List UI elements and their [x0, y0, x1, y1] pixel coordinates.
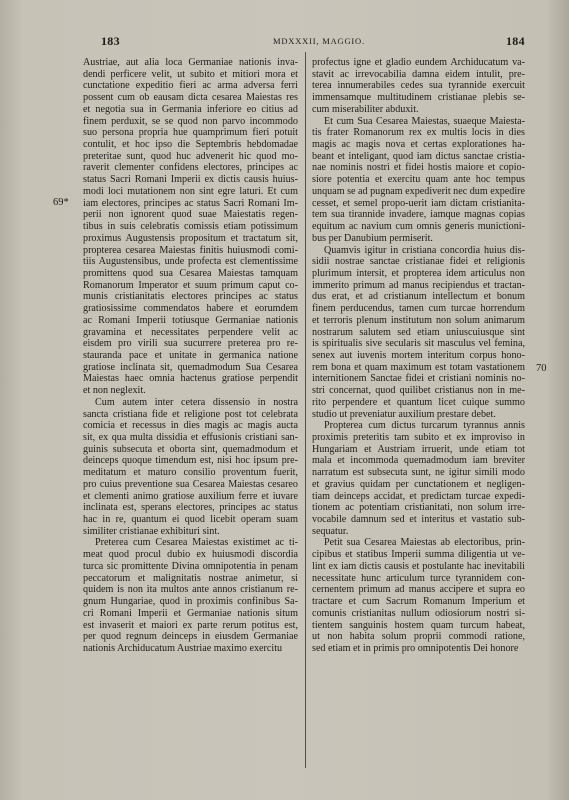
- text-line: et gravius quidam per cunctationem et negligen-: [312, 478, 525, 490]
- text-line: cipibus et statibus Imperii summa diligentia ut ve-: [312, 549, 525, 561]
- text-line: unquam se ad pugnam expediverit nec dum expedire: [312, 185, 525, 197]
- text-line: tis frater Romanorum rex ex multis locis in dies: [312, 127, 525, 139]
- text-line: equitum ac navium cum omnis generis munictioni-: [312, 221, 525, 233]
- text-line: dendi perficere velit, ut subito et mitiori mora et: [83, 68, 298, 80]
- text-line: pro cuius preventione sua Cesarea Maiestas cesareo: [83, 478, 298, 490]
- text-line: gratiosissime commendatos habere et eorumdem: [83, 303, 298, 315]
- margin-marker-left: 69*: [53, 197, 69, 208]
- text-line: necessitate hunc articulum turce tyrannidem con-: [312, 572, 525, 584]
- text-line: siore potentia et exercitu quam ante hoc tempus: [312, 174, 525, 186]
- text-line: finem perducendus, tamen cum turcae horrendum: [312, 303, 525, 315]
- text-line: proximis preteritis tam subito et ex improviso in: [312, 432, 525, 443]
- text-line: magis ac magis nova et certas explorationes ha-: [312, 139, 525, 151]
- text-line: gravamina et necessitates perpendere velit ac: [83, 326, 298, 338]
- text-line: Petit sua Cesarea Maiestas ab electoribus, prin-: [324, 537, 525, 549]
- text-line: stri concernat, quod quilibet cristianus non in me-: [312, 385, 525, 397]
- text-line: dus erat, et ad cristianum intellectum et bonum: [312, 291, 525, 303]
- text-line: est invaserit et maiori ex parte rerum potitus est,: [83, 619, 298, 631]
- text-line: sequatur.: [312, 525, 349, 537]
- text-line: Et cum Sua Cesarea Maiestas, suaeque Maiesta-: [324, 115, 525, 127]
- text-line: sit, ex qua multa dissidia et effusionis cristiani san-: [83, 432, 298, 443]
- text-line: tionem ac potentiam cristianitati, non solum irre-: [312, 502, 525, 514]
- text-line: stavit ac irrevocabilia damna eidem intulit, pre-: [312, 68, 525, 80]
- text-line: lint ex iam dictis causis et postulante hac inevitabili: [312, 560, 525, 572]
- text-line: nae nominis nostri et fidei hostis maiore et copio-: [312, 162, 525, 174]
- text-line: status Sacri Romani Imperii ex dictis causis huius-: [83, 174, 298, 186]
- text-line: tractare et cum Sacrum Romanum Imperium et: [312, 596, 525, 608]
- text-line: Cum autem inter cetera dissensio in nostra: [95, 396, 298, 408]
- text-line: propterea cesarea Maiestas finitis huiusmodi comi-: [83, 244, 298, 256]
- text-line: rito perpendere et quantum licet cuique summo: [312, 396, 525, 408]
- text-line: cernentem primum ad manus accipere et supra eo: [312, 584, 525, 596]
- text-line: munis cristianitatis electores principes ac status: [83, 291, 298, 303]
- text-line: Quamvis igitur in cristiana concordia huius dis-: [324, 244, 525, 256]
- column-divider-rule: [305, 52, 306, 768]
- text-line: iam electores, principes ac status Sacri Romani Im-: [83, 197, 298, 209]
- text-line: promittens quod sua Cesarea Maiestas tamquam: [83, 267, 298, 279]
- page-number-right: 184: [506, 34, 525, 48]
- text-line: studio ut preveniatur auxilium prestare debet.: [312, 408, 496, 420]
- text-line: plurimum intersit, et propterea idem articulus non: [312, 267, 525, 279]
- text-line: proximus Augustensis propositum et tractatum sit,: [83, 232, 298, 244]
- text-line: et clementi animo gratiose auxilium ferre et iuvare: [83, 490, 298, 502]
- text-line: finem perduxit, se se quod non parvo incommodo: [83, 115, 298, 127]
- text-line: profectus igne et gladio eundem Archiducatum va-: [312, 57, 525, 68]
- text-line: possent cum ob eausam dicta cesarea Maiestas res: [83, 92, 298, 104]
- text-line: raverit clementer confidens electores, principes ac: [83, 162, 298, 174]
- text-line: internitionem Sanctae fidei et cristiani nominis no-: [312, 373, 525, 385]
- text-line: Romanorum Imperator et suum primum caput co-: [83, 279, 298, 291]
- text-line: hac in re, quantum ei quod licebit operam suam: [83, 514, 298, 526]
- text-line: meat quod procul dubio ex huiusmodi discordia: [83, 549, 298, 561]
- text-line: stauranda pace et unitate in germanica natione: [83, 349, 298, 361]
- text-line: peccatorum et malignitatis nostrae animetur, si: [83, 572, 298, 584]
- text-line: mala et incommoda quemadmodum iam breviter: [312, 455, 525, 467]
- text-line: ac Romani Imperii totiusque Germaniae nationis: [83, 314, 298, 326]
- text-line: sidii nostrae sanctae cristianae fidei et religionis: [312, 256, 525, 268]
- text-line: et negotia sua in Germania inferiore eo citius ad: [83, 103, 298, 115]
- left-text-column: [83, 57, 298, 655]
- page-number-left: 183: [101, 34, 120, 48]
- text-line: narratum est subsecuta sunt, ne igitur simili modo: [312, 467, 525, 479]
- text-line: Hungariam et Austriam irruerit, unde etiam tot: [312, 443, 525, 455]
- text-line: modi loci mutationem non sint egre laturi. Et cum: [83, 185, 298, 197]
- text-line: eisdem pro virili sua sucurrere preterea pro re-: [83, 338, 298, 350]
- text-line: Preterea cum Cesarea Maiestas existimet ac ti-: [95, 537, 298, 549]
- right-text-column: [312, 57, 525, 655]
- text-line: per quod regnum deinceps in eiusdem Germaniae: [83, 631, 298, 643]
- text-line: tientem sanguinis hostem quam turcum habeat,: [312, 619, 525, 631]
- text-line: turca sic promittente Divina omnipotentia in penam: [83, 560, 298, 572]
- text-line: beant et inteligant, quod iam dictus sanctae cristia-: [312, 150, 525, 162]
- text-line: contulit, et hoc ipso die Septembris hebdomadae: [83, 139, 298, 151]
- text-line: suo persona propria hue quamprimum fieri potuit: [83, 127, 298, 139]
- text-line: gnum Hungariae, quod in proximis confinibus Sa-: [83, 596, 298, 608]
- text-line: senex aut iuvenis mortem interitum corpus hono-: [312, 349, 525, 361]
- text-line: tem sua tirannide invadere, iamque magnas copias: [312, 209, 525, 221]
- text-line: immensamque multitudinem cristianae plebis se-: [312, 92, 525, 104]
- text-line: guinis subsecuta et oborta sint, quemadmodum et: [83, 443, 298, 455]
- text-line: tiis Augustensibus, unde profecta est clementissime: [83, 256, 298, 268]
- text-line: meditatum et maturo consilio proventum fuerit,: [83, 467, 298, 479]
- text-line: immerito primum ad manus recipiendus et tractan-: [312, 279, 525, 291]
- text-line: rem bona et quam maximum est totam vastationem: [312, 361, 525, 373]
- text-line: et terroris plenum institutum non solum animarum: [312, 314, 525, 326]
- text-line: comunis cristianitas nullum odiosiorum nostri si-: [312, 607, 525, 619]
- text-line: deinceps quoque timendum est, nisi hoc ipsum pre-: [83, 455, 298, 467]
- text-line: cri Romani Imperii et Germaniae nationis situm: [83, 607, 298, 619]
- text-line: Austriae, aut alia loca Germaniae nationis inva-: [83, 57, 298, 68]
- text-line: sed etiam et in primis pro omnipotentis Dei honore: [312, 642, 519, 654]
- text-line: similiter cristianae exhibituri sint.: [83, 525, 220, 537]
- text-line: et non neglexit.: [83, 385, 146, 397]
- text-line: tibus in suis celebratis comissis etiam potissimum: [83, 221, 298, 233]
- text-line: Maiestas haec omnia hactenus gratiose perpendit: [83, 373, 298, 385]
- text-line: inclinata est, sperans electores, principes ac status: [83, 502, 298, 514]
- text-line: nationis Archiducatum Austriae maximo exercitu: [83, 642, 283, 654]
- text-line: Propterea cum dictus turcarum tyrannus annis: [324, 420, 525, 432]
- text-line: cesset, et semel propo-uerit iam dictam cristianita-: [312, 197, 525, 209]
- text-line: perii non ignorent quod suae Maiestatis regen-: [83, 209, 298, 221]
- text-line: comicia et recessus in dies magis ac magis aucta: [83, 420, 298, 432]
- text-line: terea innumerabiles cedes sua tyrannide exercuit: [312, 80, 525, 92]
- text-line: ut non habita solum proprii commodi ratione,: [312, 631, 525, 643]
- text-line: cum miserabiliter abduxit.: [312, 103, 419, 115]
- text-line: quidem is non ita multos ante annos cristianum re-: [83, 584, 298, 596]
- text-line: tiam deinceps accidat, et predictam turcae expedi-: [312, 490, 525, 502]
- text-line: cunctatione expeditio fieri ac arma adversa ferri: [83, 80, 298, 92]
- text-line: vocabile damnum sed et interitus et vastatio sub-: [312, 514, 525, 526]
- text-line: is spiritualis sive secularis sit masculus vel femina,: [312, 338, 525, 350]
- text-line: nostrarum salutem sed etiam uniuscuiusque sint: [312, 326, 525, 338]
- margin-marker-right: 70: [536, 363, 547, 374]
- text-line: sancta cristiana fide et religione post tot celebrata: [83, 408, 298, 420]
- running-head: MDXXXII, MAGGIO.: [273, 36, 365, 46]
- text-line: gratiose inclinata sit, quemadmodum Sua Cesarea: [83, 361, 298, 373]
- text-line: preteritae sunt, quod huc advenerit hic quod mo-: [83, 150, 298, 162]
- text-line: bus per Danubium permiserit.: [312, 232, 433, 244]
